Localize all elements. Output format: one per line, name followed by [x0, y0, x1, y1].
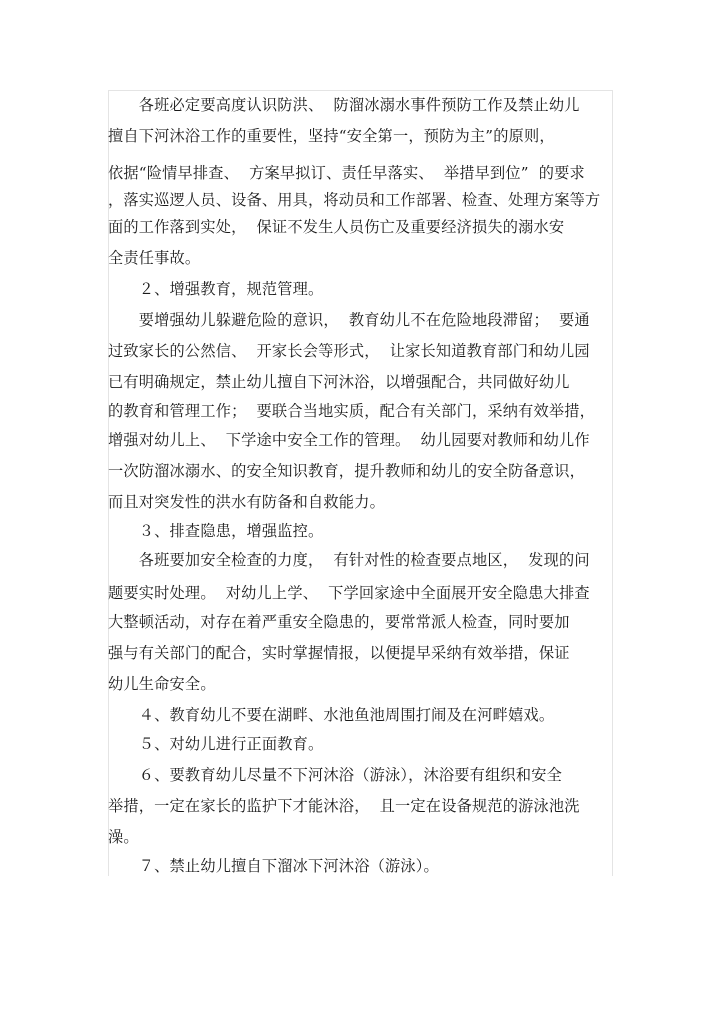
text-line: 过致家长的公然信、 开家长会等形式， 让家长知道教育部门和幼儿园 — [108, 342, 590, 360]
list-item: ５、对幼儿进行正面教育。 — [108, 735, 324, 753]
section-heading: ３、排查隐患，增强监控。 — [108, 522, 324, 540]
text-line: 幼儿生命安全。 — [108, 675, 216, 693]
list-item: ４、教育幼儿不要在湖畔、水池鱼池周围打闹及在河畔嬉戏。 — [108, 706, 555, 724]
text-line: 举措，一定在家长的监护下才能沐浴， 且一定在设备规范的游泳池洗 — [108, 797, 580, 815]
text-line: 而且对突发性的洪水有防备和自救能力。 — [108, 493, 385, 511]
text-line: 已有明确规定，禁止幼儿擅自下河沐浴，以增强配合，共同做好幼儿 — [108, 373, 570, 391]
list-item: ７、禁止幼儿擅自下溜冰下河沐浴（游泳）。 — [108, 857, 439, 875]
text-line: ，落实巡逻人员、设备、用具，将动员和工作部署、检查、处理方案等方 — [108, 191, 601, 209]
text-line: 依据“险情早排查、 方案早拟订、责任早落实、 举措早到位” 的要求 — [108, 164, 585, 182]
text-line: 擅自下河沐浴工作的重要性，坚持“安全第一，预防为主”的原则， — [108, 127, 555, 145]
text-line: 的教育和管理工作； 要联合当地实质，配合有关部门，采纳有效举措， — [108, 402, 596, 420]
text-line: 增强对幼儿上、 下学途中安全工作的管理。 幼儿园要对教师和幼儿作 — [108, 431, 590, 449]
list-item: ６、要教育幼儿尽量不下河沐浴（游泳），沐浴要有组织和安全 — [108, 766, 563, 784]
text-line: 要增强幼儿躲避危险的意识， 教育幼儿不在危险地段滞留； 要通 — [108, 311, 590, 329]
text-line: 强与有关部门的配合，实时掌握情报，以便提早采纳有效举措，保证 — [108, 644, 570, 662]
text-line: 题要实时处理。 对幼儿上学、 下学回家途中全面展开安全隐患大排查 — [108, 584, 590, 602]
section-heading: ２、增强教育，规范管理。 — [108, 280, 324, 298]
text-line: 大整顿活动，对存在着严重安全隐患的，要常常派人检查，同时要加 — [108, 613, 570, 631]
text-line: 各班要加安全检查的力度， 有针对性的检查要点地区， 发现的问 — [108, 551, 590, 569]
text-line: 澡。 — [108, 828, 139, 846]
text-line: 各班必定要高度认识防洪、 防溜冰溺水事件预防工作及禁止幼儿 — [108, 96, 580, 114]
text-line: 面的工作落到实处， 保证不发生人员伤亡及重要经济损失的溺水安 — [108, 218, 565, 236]
text-line: 全责任事故。 — [108, 249, 201, 267]
text-line: 一次防溜冰溺水、的安全知识教育，提升教师和幼儿的安全防备意识， — [108, 462, 586, 480]
